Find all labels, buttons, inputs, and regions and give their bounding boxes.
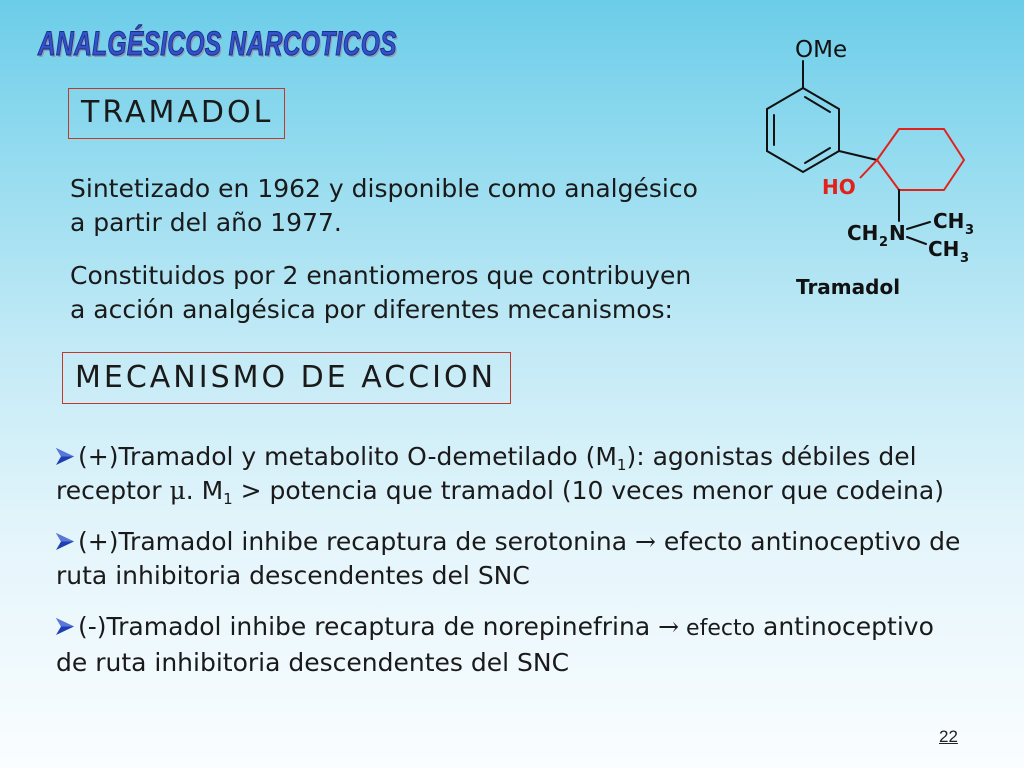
bullet-item xyxy=(56,440,1006,508)
intro-paragraph-2 xyxy=(70,259,691,327)
cyclohexane-ring xyxy=(877,129,964,190)
structure-caption: Tramadol xyxy=(796,275,901,299)
hydroxyl-label: HO xyxy=(822,175,856,199)
methyl-bond-lower xyxy=(907,237,926,244)
mu-symbol: μ xyxy=(169,476,186,505)
bullet-text: receptor xyxy=(56,476,170,505)
benzene-double-bond xyxy=(805,97,830,112)
methyl-lower-subscript: 3 xyxy=(960,251,970,266)
benzene-double-bond xyxy=(805,148,830,163)
bullet-text: efecto antinoceptivo de xyxy=(655,527,961,556)
bullet-text: antinoceptivo xyxy=(755,612,934,641)
bullet-line xyxy=(56,474,1006,508)
aryl-cyclohexyl-bond xyxy=(839,151,877,160)
arrowhead-bullet-icon xyxy=(56,533,74,550)
methyl-lower-ch-label: CH xyxy=(928,237,960,261)
bullet-line xyxy=(56,646,1006,680)
subscript: 1 xyxy=(223,490,233,508)
amine-subscript: 2 xyxy=(879,235,889,250)
bullet-text: (+)Tramadol inhibe recaptura de serotonina xyxy=(78,527,636,556)
paragraph-line: Sintetizado en 1962 y disponible como analgésico xyxy=(70,174,698,203)
hydroxyl-bond xyxy=(860,160,877,178)
amine-n-label: N xyxy=(889,221,906,245)
paragraph-line: Constituidos por 2 enantiomeros que contribuyen xyxy=(70,261,692,290)
arrowhead-bullet-icon xyxy=(56,448,74,465)
page-number: 22 xyxy=(939,727,958,746)
drug-name-label: TRAMADOL xyxy=(81,95,274,130)
methoxy-label: OMe xyxy=(795,37,848,63)
bullet-text: ): agonistas débiles del xyxy=(626,442,917,471)
benzene-ring xyxy=(767,88,839,172)
paragraph-line: a partir del año 1977. xyxy=(70,208,342,237)
bullet-text: de ruta inhibitoria descendentes del SNC xyxy=(56,648,570,677)
slide-title: ANALGÉSICOS NARCOTICOS xyxy=(38,25,397,63)
bullet-text: (+)Tramadol y metabolito O-demetilado (M xyxy=(78,442,617,471)
bullet-item xyxy=(56,610,1006,680)
bullet-text: > potencia que tramadol (10 veces menor que codeina) xyxy=(232,476,944,505)
bullet-line xyxy=(56,440,1006,474)
methyl-upper-subscript: 3 xyxy=(965,223,975,238)
bullet-text: ruta inhibitoria descendentes del SNC xyxy=(56,561,530,590)
intro-paragraph-1 xyxy=(70,172,698,240)
arrowhead-bullet-icon xyxy=(56,618,74,635)
methyl-upper-ch-label: CH xyxy=(933,209,965,233)
mechanism-heading-label: MECANISMO DE ACCION xyxy=(75,360,497,395)
bullet-text: efecto xyxy=(679,616,756,641)
right-arrow-symbol: → xyxy=(658,612,680,641)
bullet-item xyxy=(56,525,1006,593)
bullet-line xyxy=(56,610,1006,646)
amine-ch-label: CH xyxy=(847,221,879,245)
paragraph-line: a acción analgésica por diferentes mecanismos: xyxy=(70,295,673,324)
drug-name-box xyxy=(68,88,285,139)
bullet-text: (-)Tramadol inhibe recaptura de norepinefrina xyxy=(78,612,659,641)
subscript: 1 xyxy=(616,456,627,474)
right-arrow-symbol: → xyxy=(635,527,656,556)
bullet-text: . M xyxy=(185,476,224,505)
methyl-bond-upper xyxy=(907,222,930,229)
tramadol-structure-diagram xyxy=(750,30,1000,305)
bullet-line xyxy=(56,525,1006,559)
bullet-line xyxy=(56,559,1006,593)
mechanism-heading-box xyxy=(62,352,511,404)
